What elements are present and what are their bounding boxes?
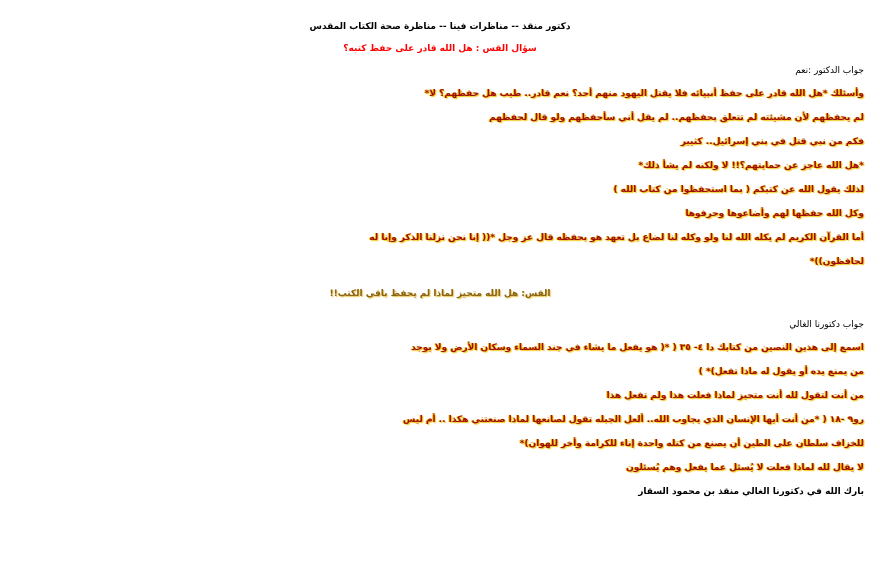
answer2-line: رو٩ -١٨ ( *من أنت أيها الإنسان الذي يجاوب الله.. ألعل الجبله تقول لصانعها لماذا صنعتني هكذا .. أم ليس xyxy=(403,415,864,425)
answer1-line: وكل الله حفظها لهم وأضاعوها وحرفوها xyxy=(685,209,864,219)
answer1-line: لحافظون))* xyxy=(809,257,864,267)
answer1-line: لم يحفظهم لأن مشيئته لم تتعلق بحفظهم.. لم يقل أني سأحفظهم ولو قال لحفظهم xyxy=(489,113,864,123)
answer2-line: لا يقال لله لماذا فعلت لا يُسئل عما يفعل وهم يُسئلون xyxy=(626,463,864,473)
answer1-line: وأسئلك *هل الله قادر على حفظ أنبيائه فلا يقتل اليهود منهم أحد؟ نعم قادر.. طيب هل حفظهم؟ لا* xyxy=(424,89,864,99)
answer1-line: لذلك يقول الله عن كتبكم ( بما استحفظوا من كتاب الله ) xyxy=(613,185,864,195)
answer2-line: اسمع إلى هذين النصين من كتابك دا ٤- ٣٥ ( *( هو يفعل ما يشاء في جند السماء وسكان الأرض ولا يوجد xyxy=(411,343,864,353)
answer2-line: من يمنع يده أو يقول له ماذا تفعل)* ) xyxy=(698,367,864,377)
priest-question-2: القس: هل الله متحيز لماذا لم يحفظ باقي الكتب!! xyxy=(329,289,551,299)
spacer xyxy=(10,306,870,314)
answer1-heading: جواب الدكتور :نعم xyxy=(795,66,864,76)
answer2-line: للخزاف سلطان على الطين أن يصنع من كتله واحدة إناء للكرامة وأخر للهوان)* xyxy=(519,439,864,449)
answer2-heading: جواب دكتورنا الغالي xyxy=(789,320,864,330)
answer1-line: *هل الله عاجز عن حمايتهم؟!! لا ولكنه لم يشأ ذلك* xyxy=(638,161,864,171)
answer2-line: من أنت لتقول لله أنت متحيز لماذا فعلت هذا ولم تفعل هذا xyxy=(606,391,864,401)
spacer xyxy=(10,274,870,282)
page-title: دكتور منقذ -- مناظرات فينا -- مناظرة صحة الكتاب المقدس xyxy=(309,22,571,32)
closing-line: بارك الله في دكتورنا الغالي منقذ بن محمود السقار xyxy=(638,487,864,497)
priest-question: سؤال القس : هل الله قادر على حفظ كتبه؟ xyxy=(343,44,537,54)
answer1-line: أما القرآن الكريم لم يكله الله لنا ولو وكله لنا لضاع بل تعهد هو بحفظه قال عز وجل *(( إنا نحن نزلنا الذكر وإنا له xyxy=(369,233,864,243)
answer1-line: فكم من نبي قتل في بني إسرائيل.. كثيير xyxy=(680,137,864,147)
document-body xyxy=(10,0,870,504)
